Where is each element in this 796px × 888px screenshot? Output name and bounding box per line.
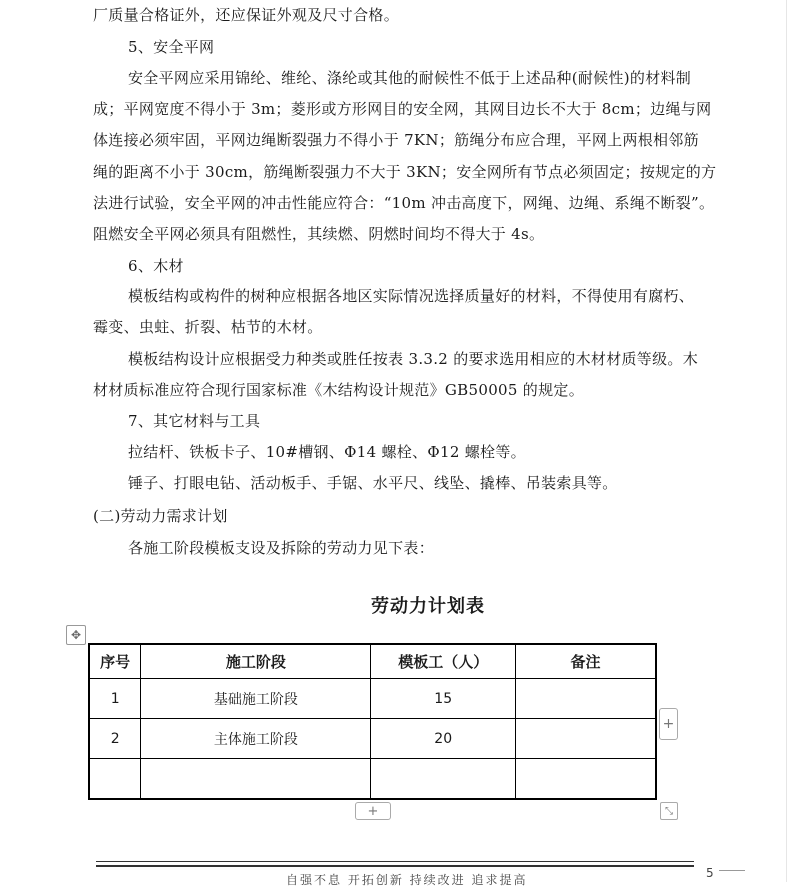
paragraph-text: 模板结构或构件的树种应根据各地区实际情况选择质量好的材料，不得使用有腐朽、	[128, 287, 695, 305]
paragraph-text: 成；平网宽度不得小于 3m；菱形或方形网目的安全网，其网目边长不大于 8cm；边绳与网	[93, 100, 712, 118]
header-cell[interactable]: 施工阶段	[141, 644, 371, 679]
header-cell[interactable]: 模板工（人）	[371, 644, 516, 679]
section-heading: 6、木材	[128, 257, 184, 275]
paragraph-text: 阻燃安全平网必须具有阻燃性，其续燃、阴燃时间均不得大于 4s。	[93, 225, 545, 243]
labor-plan-table[interactable]	[88, 643, 657, 800]
paragraph-text: 材材质标准应符合现行国家标准《木结构设计规范》GB50005 的规定。	[93, 381, 584, 399]
paragraph-text: 厂质量合格证外，还应保证外观及尺寸合格。	[93, 6, 400, 24]
footer-divider	[96, 865, 694, 867]
table-cell[interactable]: 基础施工阶段	[141, 679, 371, 719]
table-cell[interactable]	[516, 719, 657, 759]
table-header-row	[89, 644, 656, 679]
table-cell[interactable]	[371, 759, 516, 800]
table-cell[interactable]	[516, 679, 657, 719]
add-row-button[interactable]: +	[355, 802, 391, 820]
table-cell[interactable]	[89, 759, 141, 800]
table-resize-icon[interactable]: ⤡	[660, 802, 678, 820]
header-cell[interactable]: 序号	[89, 644, 141, 679]
page-number: 5	[706, 866, 714, 880]
page-corner-mark	[719, 870, 745, 871]
add-column-button[interactable]: +	[659, 708, 678, 740]
subsection-heading: (二)劳动力需求计划	[93, 507, 228, 525]
table-row	[89, 719, 656, 759]
table-cell[interactable]: 15	[371, 679, 516, 719]
table-cell[interactable]: 2	[89, 719, 141, 759]
table-row	[89, 679, 656, 719]
footer-divider	[96, 861, 694, 862]
table-cell[interactable]: 20	[371, 719, 516, 759]
section-heading: 7、其它材料与工具	[128, 412, 261, 430]
section-heading: 5、安全平网	[128, 38, 215, 56]
table-title: 劳动力计划表	[371, 596, 485, 617]
page-edge	[786, 0, 787, 882]
footer-motto: 自强不息 开拓创新 持续改进 追求提高	[286, 873, 528, 887]
paragraph-text: 模板结构设计应根据受力种类或胜任按表 3.3.2 的要求选用相应的木材材质等级。木	[128, 350, 699, 368]
paragraph-text: 体连接必须牢固，平网边绳断裂强力不得小于 7KN；筋绳分布应合理，平网上两根相邻筋	[93, 131, 699, 149]
paragraph-text: 拉结杆、铁板卡子、10#槽钢、Φ14 螺栓、Φ12 螺栓等。	[128, 443, 526, 461]
paragraph-text: 绳的距离不小于 30cm，筋绳断裂强力不大于 3KN；安全网所有节点必须固定；按规定的方	[93, 163, 717, 181]
table-move-icon[interactable]: ✥	[66, 625, 86, 645]
table-cell[interactable]: 1	[89, 679, 141, 719]
table-cell[interactable]: 主体施工阶段	[141, 719, 371, 759]
paragraph-text: 法进行试验，安全平网的冲击性能应符合：“10m 冲击高度下，网绳、边绳、系绳不断裂”。	[93, 194, 715, 212]
table-row	[89, 759, 656, 800]
paragraph-text: 霉变、虫蛀、折裂、枯节的木材。	[93, 318, 323, 336]
paragraph-text: 安全平网应采用锦纶、维纶、涤纶或其他的耐候性不低于上述品种(耐候性)的材料制	[128, 69, 692, 87]
paragraph-text: 各施工阶段模板支设及拆除的劳动力见下表：	[128, 539, 435, 557]
header-cell[interactable]: 备注	[516, 644, 657, 679]
table-cell[interactable]	[516, 759, 657, 800]
paragraph-text: 锤子、打眼电钻、活动板手、手锯、水平尺、线坠、撬棒、吊装索具等。	[128, 474, 618, 492]
table-cell[interactable]	[141, 759, 371, 800]
